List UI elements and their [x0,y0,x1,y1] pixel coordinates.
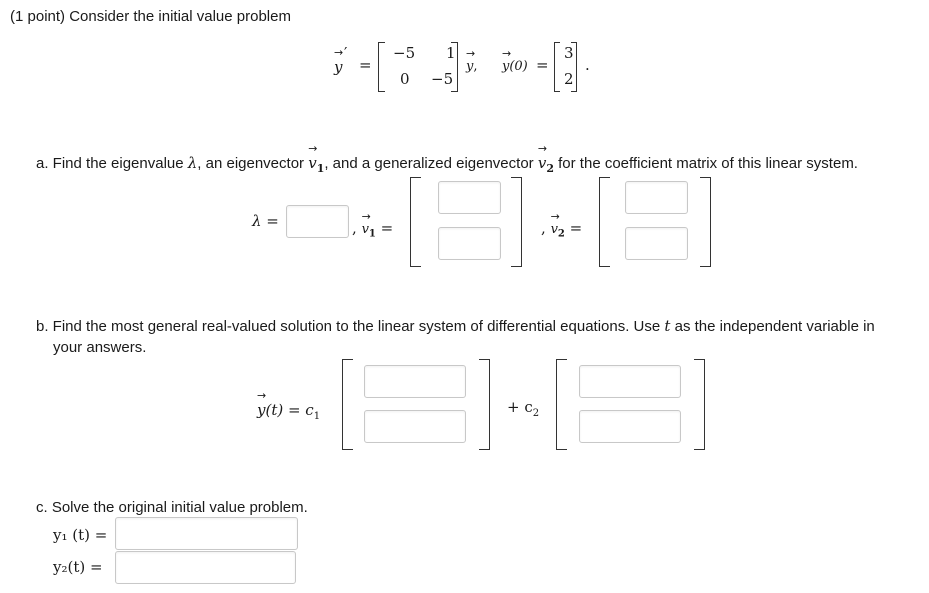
general-solution-label: → $y(t) = c_1$ [257,389,321,422]
lambda-symbol: λ [187,154,198,172]
init-vector-cell: 3 [564,44,574,62]
ivp-period: . [585,56,590,74]
part-a-instructions: a. Find the eigenvalue λ, an eigenvector → $v_1$, and a generalized eigenvector → $v_2$ for the coefficient matrix of this linear system. [36,142,858,175]
v2-component-1-input[interactable] [625,181,688,214]
part-c-instructions: c. Solve the original initial value problem. [36,499,308,516]
v1-component-1-input[interactable] [438,181,501,214]
ivp-initial-label: → y(0) [502,47,528,74]
matrix-bracket-left [378,42,385,92]
ivp-lhs: → y ′ [334,44,348,76]
y1-solution-input[interactable] [115,517,298,550]
v2-label: , → $v_2$ = [541,210,583,240]
y2-label: y₂(t) = [53,558,103,576]
vector-arrow-icon: → [502,47,512,60]
part-b-instructions-cont: your answers. [53,339,147,356]
problem-header: (1 point) Consider the initial value problem [10,8,291,25]
ivp-equation [334,38,614,94]
sol2-bracket-left [556,359,567,450]
matrix-cell: −5 [431,70,454,88]
matrix-cell: 1 [446,44,456,62]
solution-vector-1-component-1-input[interactable] [364,365,466,398]
vector-arrow-icon: → [537,142,548,155]
y2-solution-input[interactable] [115,551,296,584]
vector-arrow-icon: → [308,142,318,155]
part-b-instructions: b. Find the most general real-valued solution to the linear system of differential equations. Use t as the independent variable in [36,317,875,335]
v2-component-2-input[interactable] [625,227,688,260]
y1-label: y₁ (t) = [53,526,108,544]
matrix-bracket-right [451,42,458,92]
vector-arrow-icon: → [361,210,371,223]
init-vector-cell: 2 [564,70,574,88]
vector-arrow-icon: → [334,46,344,59]
sol1-bracket-right [479,359,490,450]
solution-vector-1-component-2-input[interactable] [364,410,466,443]
v1-bracket-left [410,177,421,267]
sol1-bracket-left [342,359,353,450]
c2-label: + $c_2$ [507,398,540,419]
solution-vector-2-component-2-input[interactable] [579,410,681,443]
v1-component-2-input[interactable] [438,227,501,260]
ivp-initial-equals: = [536,56,549,74]
matrix-cell: 0 [400,70,410,88]
vector-arrow-icon: → [550,210,560,223]
solution-vector-2-component-1-input[interactable] [579,365,681,398]
ivp-equals: = [359,56,372,74]
v2-bracket-left [599,177,610,267]
v1-label: , → $v_1$ = [352,210,394,240]
init-bracket-left [554,42,560,92]
vector-arrow-icon: → [257,389,267,402]
vector-arrow-icon: → [466,47,476,60]
sol2-bracket-right [694,359,705,450]
matrix-cell: −5 [393,44,416,62]
lambda-input[interactable] [286,205,349,238]
ivp-rhs-var: → y, [466,47,478,74]
v2-bracket-right [700,177,711,267]
init-bracket-right [571,42,577,92]
v1-bracket-right [511,177,522,267]
lambda-label: λ = [252,212,279,230]
